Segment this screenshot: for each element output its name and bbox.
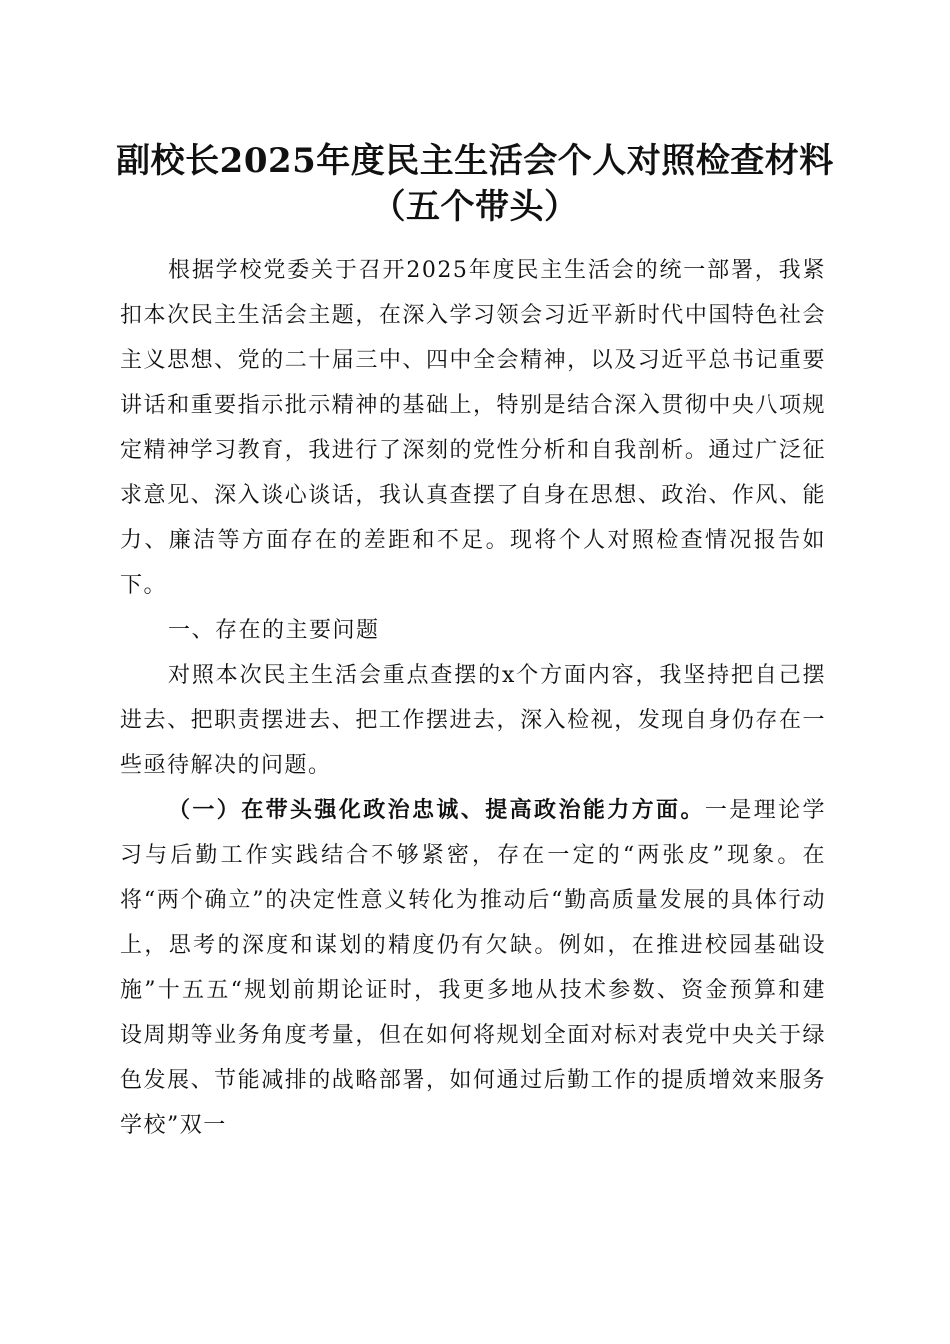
subsection-heading-1: （一）在带头强化政治忠诚、提高政治能力方面。: [168, 797, 705, 823]
section-heading-1: 一、存在的主要问题: [168, 618, 380, 643]
intro-paragraph: 根据学校党委关于召开2025年度民主生活会的统一部署，我紧扣本次民主生活会主题，在深入学习领会习近平新时代中国特色社会主义思想、党的二十届三中、四中全会精神，以及习近平总书记重要讲话和重要指示批示精神的基础上，特别是结合深入贯彻中央八项规定精神学习教育，我进行了深刻的党性分析和自我剖析。通过广泛征求意见、深入谈心谈话，我认真查摆了自身在思想、政治、作风、能力、廉洁等方面存在的差距和不足。现将个人对照检查情况报告如下。: [120, 258, 826, 598]
subsection-1-text: 一是理论学习与后勤工作实践结合不够紧密，存在一定的“两张皮”现象。在将“两个确立”的决定性意义转化为推动后“勤高质量发展的具体行动上，思考的深度和谋划的精度仍有欠缺。例如，在推进校园基础设施”十五五“规划前期论证时，我更多地从技术参数、资金预算和建设周期等业务角度考量，但在如何将规划全面对标对表党中央关于绿色发展、节能减排的战略部署，如何通过后勤工作的提质增效来服务学校”双一: [120, 798, 826, 1138]
section-1-paragraph: 对照本次民主生活会重点查摆的x个方面内容，我坚持把自己摆进去、把职责摆进去、把工作摆进去，深入检视，发现自身仍存在一些亟待解决的问题。: [120, 663, 826, 778]
document-body: [120, 248, 826, 1148]
document-title: 副校长2025年度民主生活会个人对照检查材料（五个带头）: [116, 141, 834, 227]
subsection-1-paragraph: [120, 788, 826, 1148]
